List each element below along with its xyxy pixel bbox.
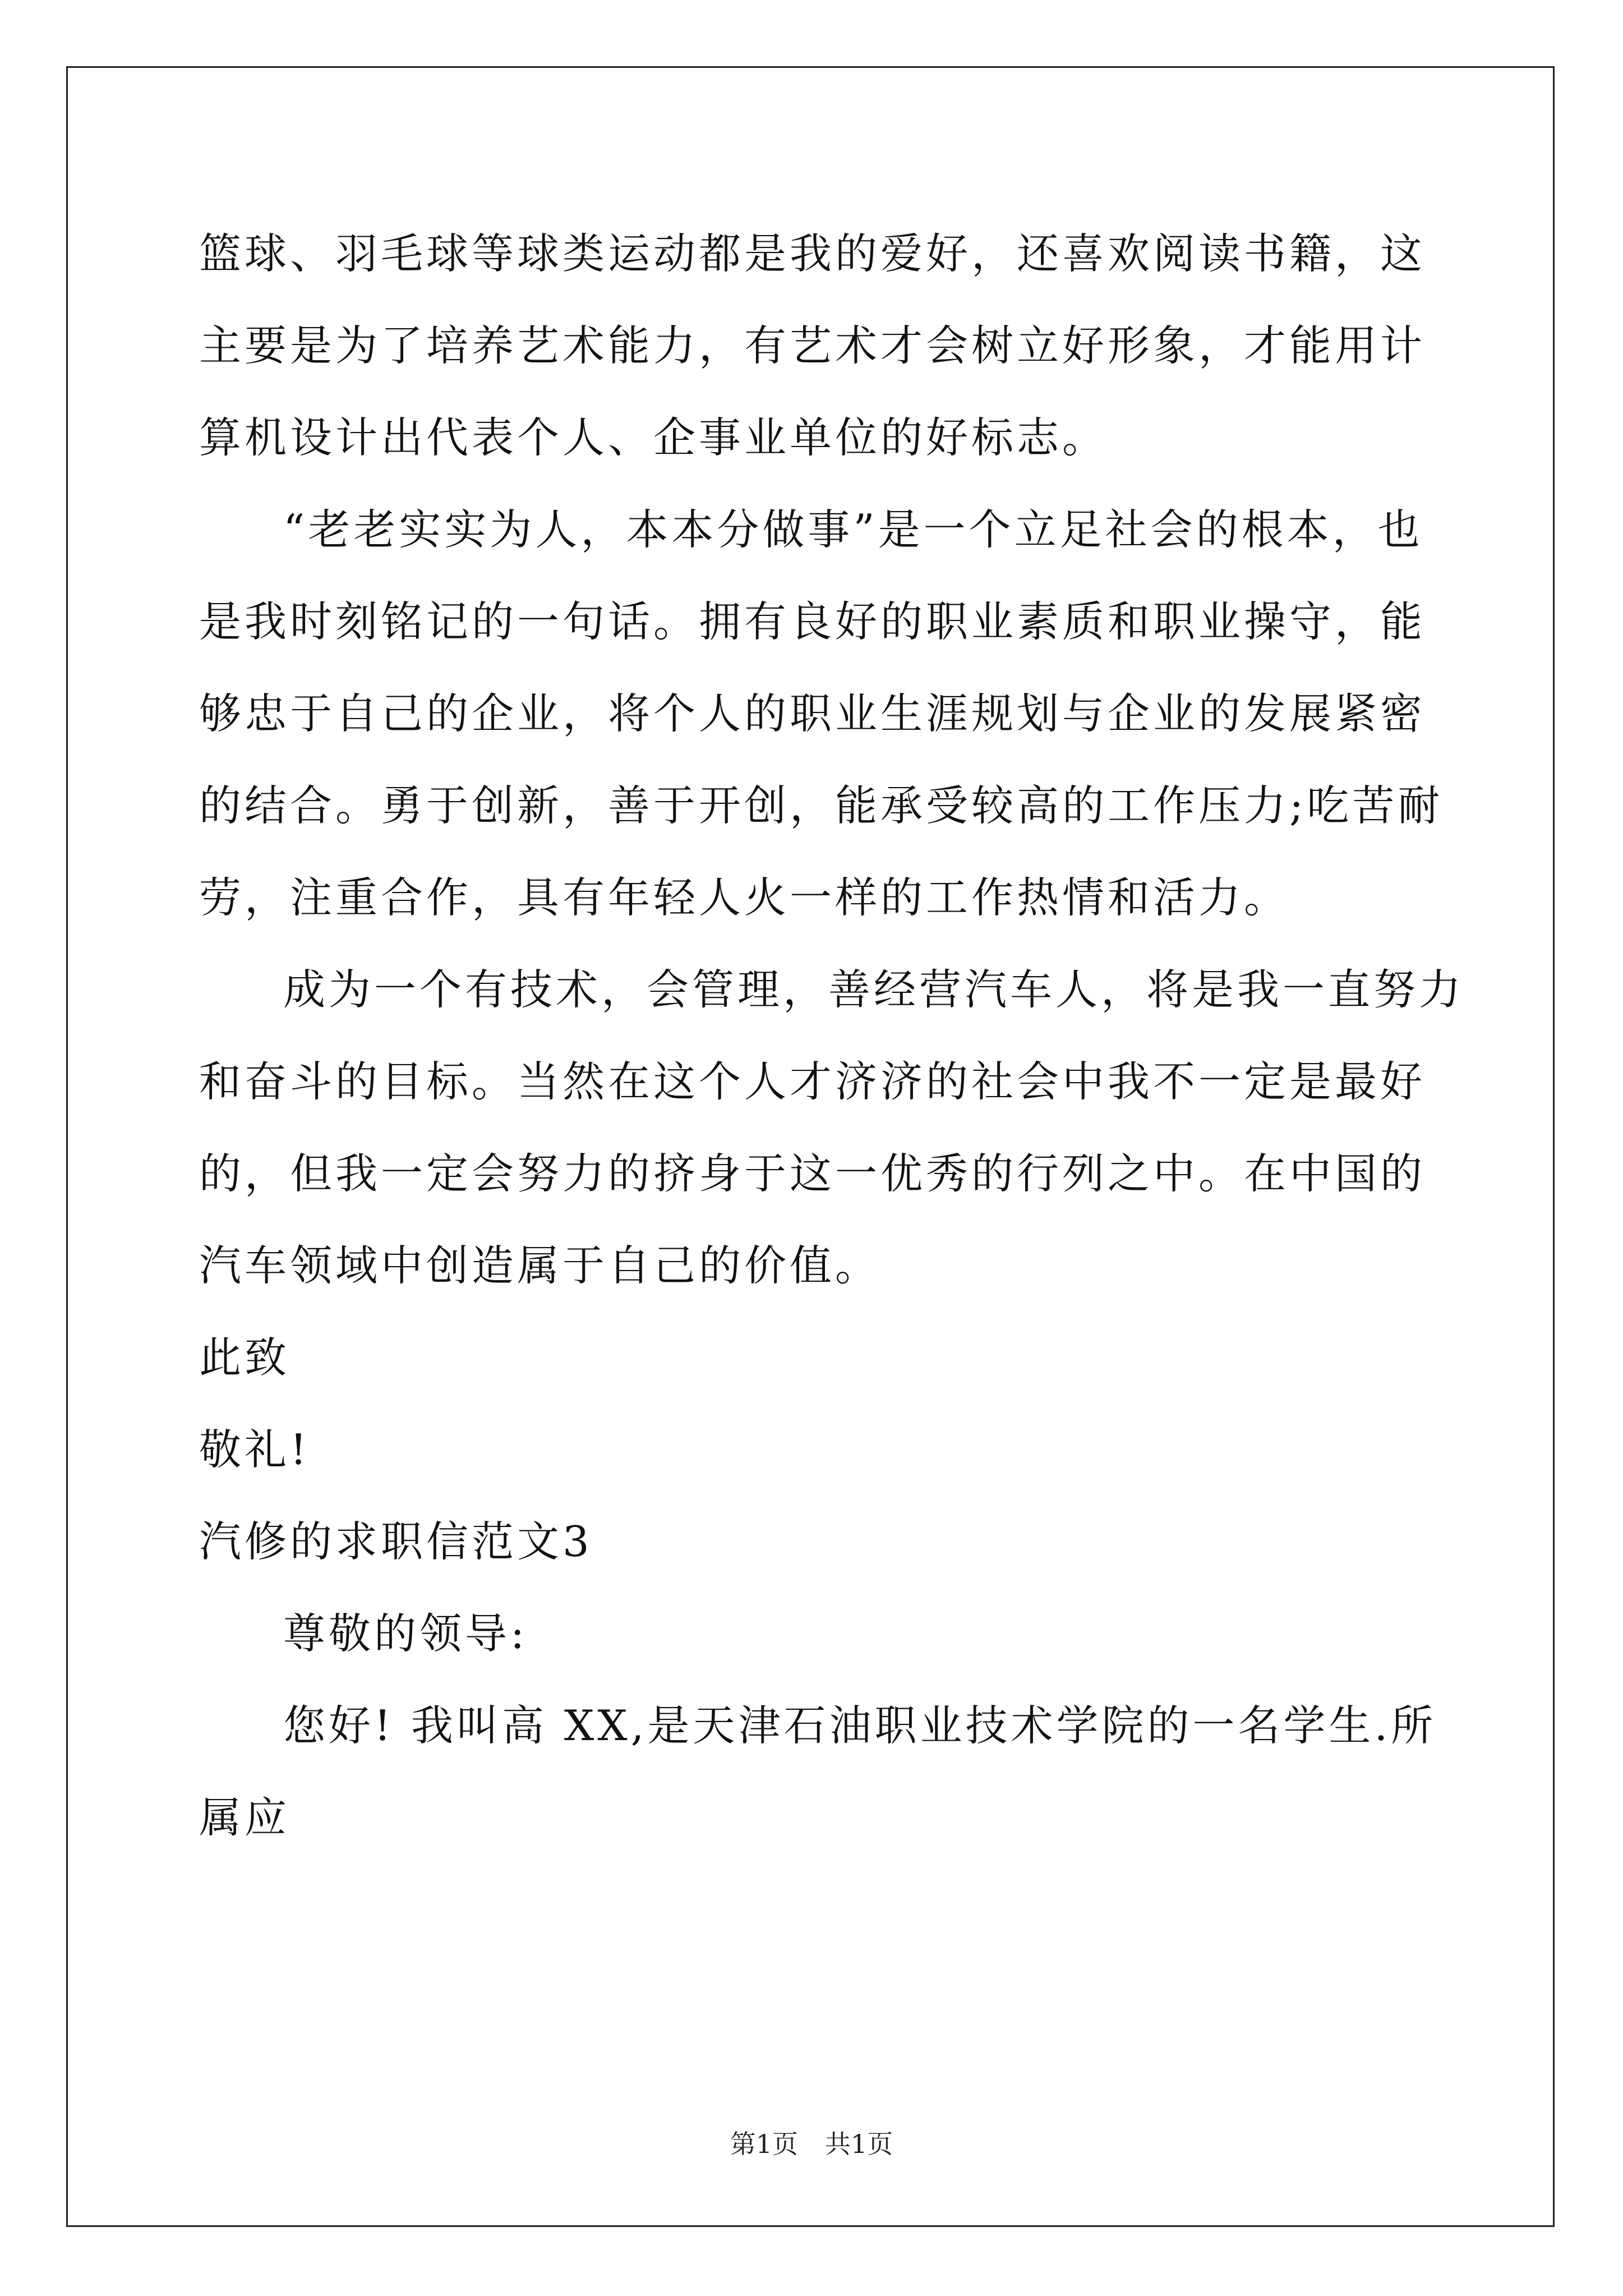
page-total: 共1页 — [825, 2129, 893, 2159]
document-body — [199, 208, 1467, 1864]
closing-regards: 敬礼! — [199, 1425, 311, 1474]
letter-intro: 您好! 我叫高 XX,是天津石油职业技术学院的一名学生.所属应 — [199, 1701, 1437, 1842]
letter-greeting: 尊敬的领导: — [283, 1609, 528, 1658]
paragraph-character: “老老实实为人，本本分做事”是一个立足社会的根本，也是我时刻铭记的一句话。拥有良好的职业素质和职业操守，能够忠于自己的企业，将个人的职业生涯规划与企业的发展紧密的结合。勇于创新，善于开创，能承受较高的工作压力;吃苦耐劳，注重合作，具有年轻人火一样的工作热情和活力。 — [199, 505, 1444, 922]
page-number: 第1页 — [730, 2129, 798, 2159]
paragraph-goal: 成为一个有技术，会管理，善经营汽车人，将是我一直努力和奋斗的目标。当然在这个人才济济的社会中我不一定是最好的，但我一定会努力的挤身于这一优秀的行列之中。在中国的汽车领域中创造属于自己的价值。 — [199, 965, 1465, 1290]
section-heading: 汽修的求职信范文3 — [199, 1517, 593, 1566]
closing-salutation: 此致 — [199, 1333, 291, 1382]
paragraph-hobbies: 篮球、羽毛球等球类运动都是我的爱好，还喜欢阅读书籍，这主要是为了培养艺术能力，有艺术才会树立好形象，才能用计算机设计出代表个人、企事业单位的好标志。 — [199, 229, 1426, 462]
page-footer — [0, 2127, 1623, 2161]
